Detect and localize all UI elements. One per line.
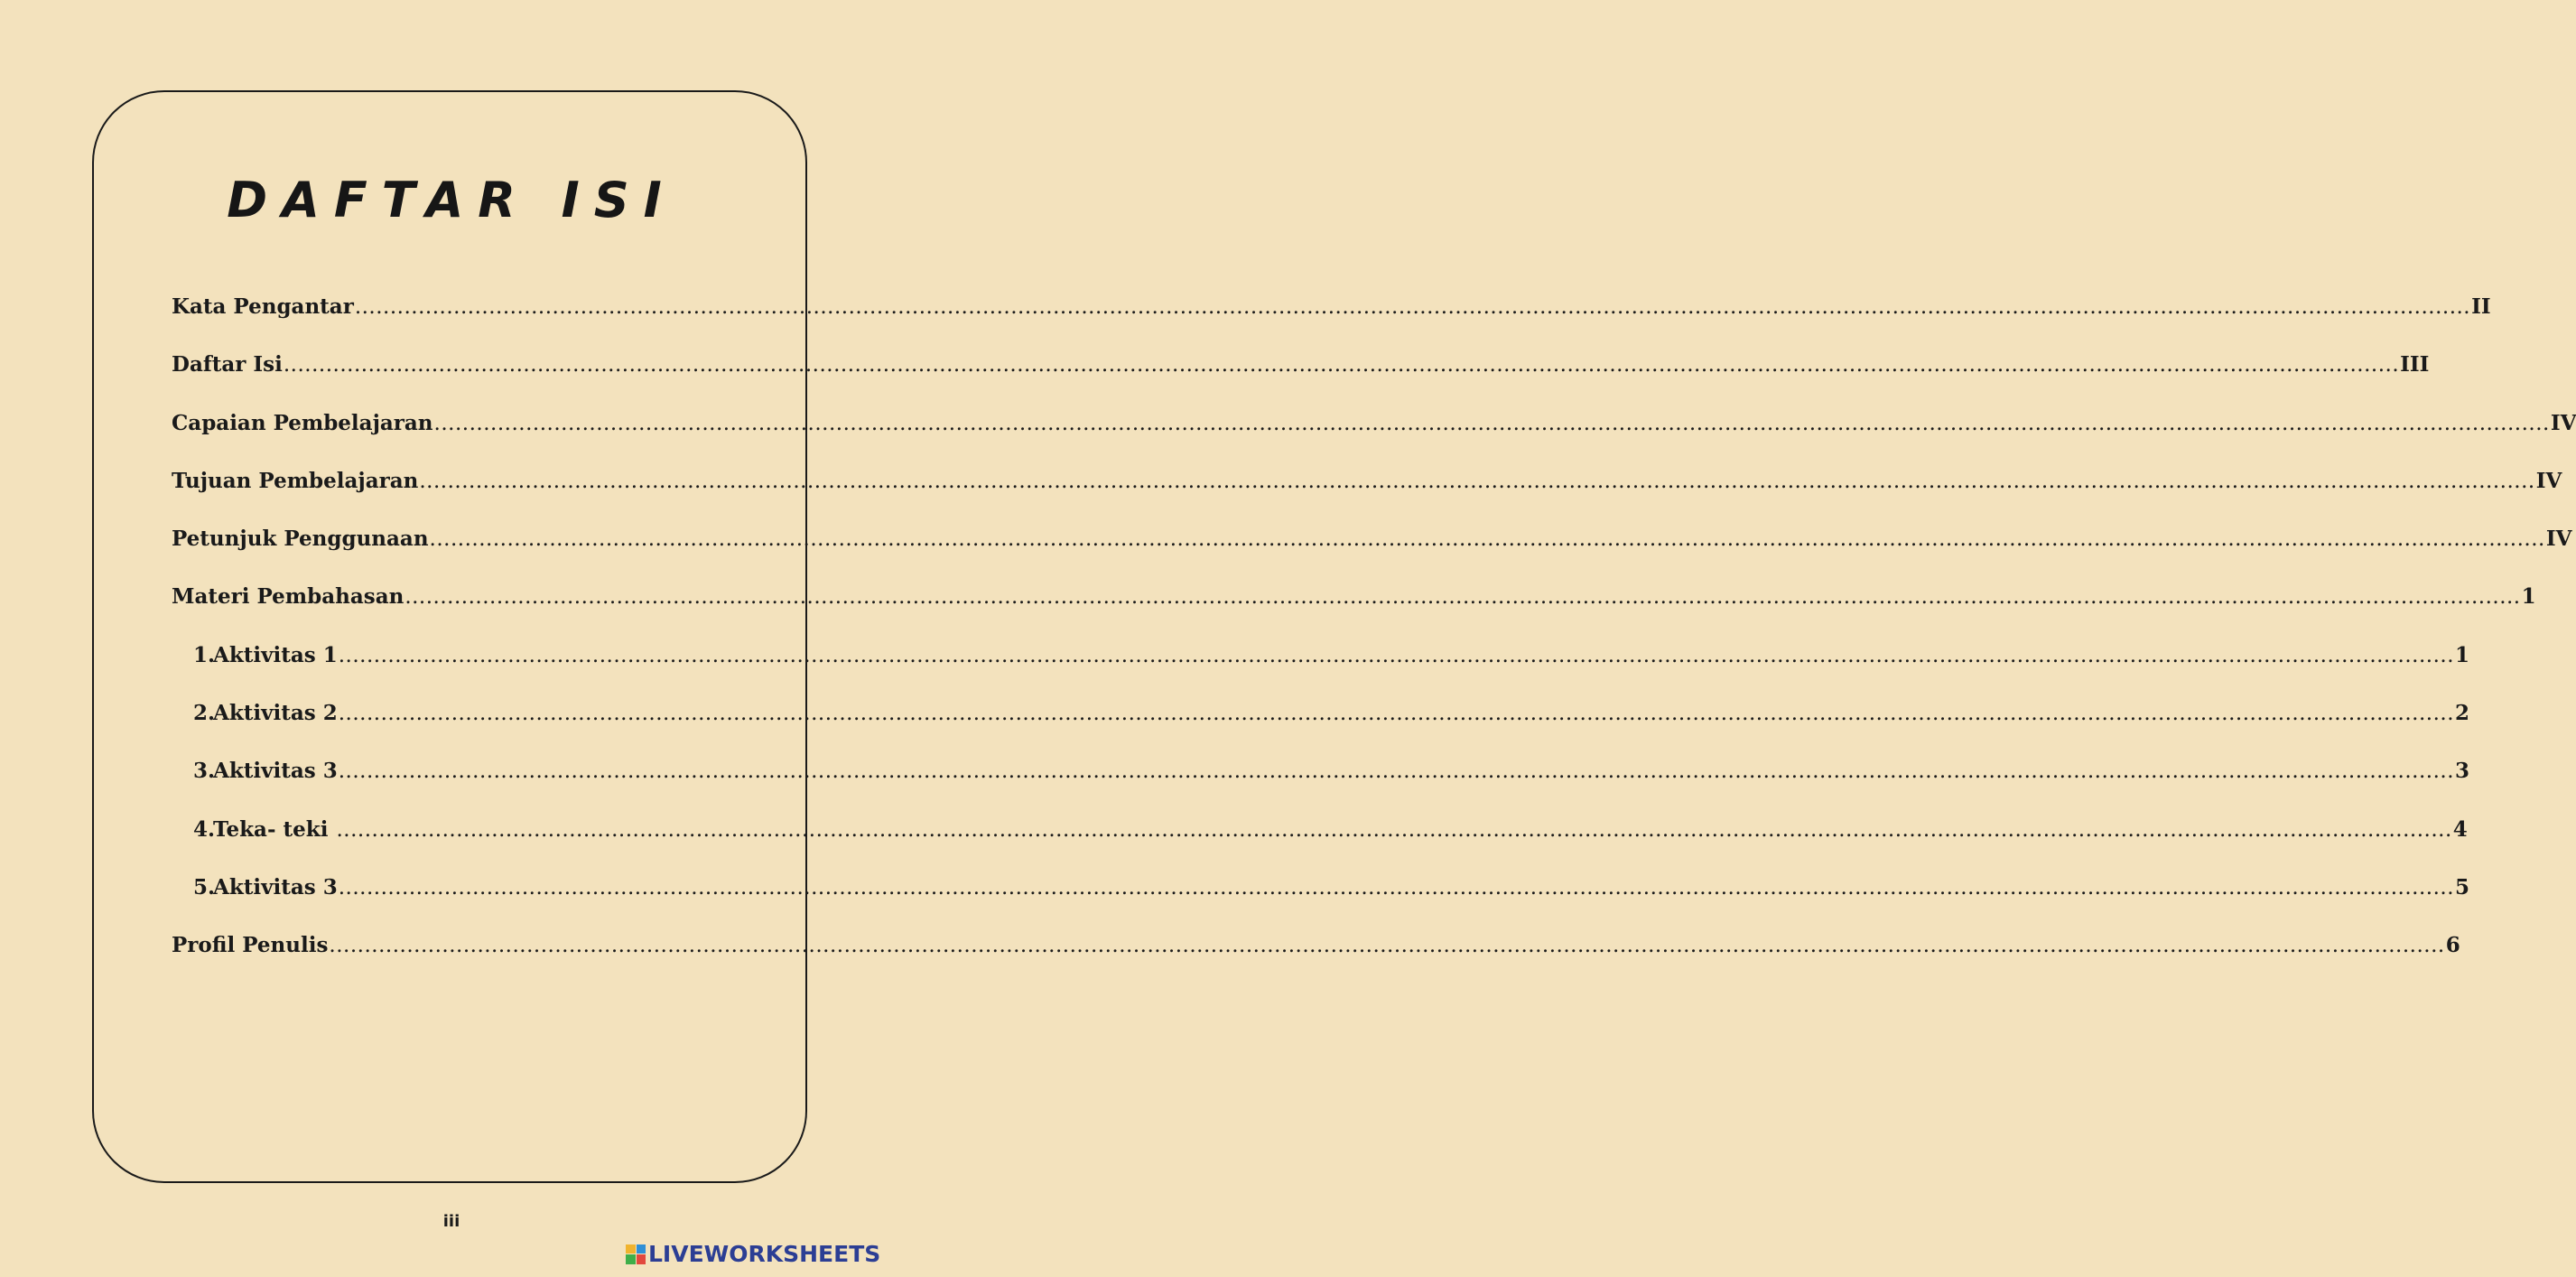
toc-entry-label: Aktivitas 2 [213,701,338,726]
toc-entry-label: Teka- teki [213,816,336,842]
toc-dot-leader: ............................................................................................................................................................................................................................................................................................................ [283,353,2400,378]
toc-entry-label: Materi Pembahasan [172,584,405,610]
toc-dot-leader: ............................................................................................................................................................................................................................................................................................................ [419,469,2535,493]
toc-entry-page: IV [2535,468,2562,493]
toc-dot-leader: ............................................................................................................................................................................................................................................................................................................ [354,295,2471,319]
toc-entry-label: Kata Pengantar [172,294,354,319]
toc-entry-label: Aktivitas 3 [213,759,338,784]
toc-entry-number: 3. [193,759,216,784]
toc-entry[interactable] [172,410,2576,469]
toc-entry-label: Aktivitas 3 [213,874,338,899]
logo-square [637,1254,646,1264]
toc-entry[interactable] [172,642,2470,701]
toc-dot-leader: ............................................................................................................................................................................................................................................................................................................ [433,411,2550,435]
toc-entry-page: IV [2545,527,2572,552]
toc-entry-page: 2 [2455,701,2470,726]
liveworksheets-logo-icon [626,1244,646,1264]
toc-entry-label: Tujuan Pembelajaran [172,468,419,493]
toc-entry-page: 5 [2455,874,2470,899]
toc-entry[interactable] [172,701,2470,759]
toc-entry[interactable] [172,933,2460,991]
toc-entry-page: II [2471,294,2491,319]
toc-entry-page: 1 [2521,584,2536,610]
toc-entry[interactable] [172,759,2470,816]
toc-entry-label: Petunjuk Penggunaan [172,527,429,552]
toc-entry[interactable] [172,294,2491,352]
toc-entry-number: 4. [193,816,216,842]
toc-dot-leader: ............................................................................................................................................................................................................................................................................................................ [336,817,2452,842]
logo-square [626,1244,636,1254]
toc-entry-page: 1 [2455,642,2470,667]
toc-dot-leader: ............................................................................................................................................................................................................................................................................................................ [338,875,2455,899]
toc-entry-page: 3 [2455,759,2470,784]
toc-dot-leader: ............................................................................................................................................................................................................................................................................................................ [338,643,2455,667]
toc-entry-page: 4 [2452,816,2468,842]
toc-entry[interactable] [172,468,2562,527]
toc-entry-label: Profil Penulis [172,933,329,958]
toc-dot-leader: ............................................................................................................................................................................................................................................................................................................ [338,760,2455,784]
table-of-contents [172,294,2576,992]
page-number: iii [442,1212,460,1231]
toc-entry-label: Daftar Isi [172,352,283,378]
toc-entry-page: IV [2550,410,2576,435]
toc-entry[interactable] [172,816,2468,875]
toc-dot-leader: ............................................................................................................................................................................................................................................................................................................ [338,702,2455,726]
brand-logo[interactable] [626,1241,880,1267]
page-title: DAFTAR ISI [227,172,676,228]
toc-entry[interactable] [172,527,2572,584]
logo-square [637,1244,646,1254]
toc-entry-label: Capaian Pembelajaran [172,410,433,435]
logo-square [626,1254,636,1264]
toc-dot-leader: ............................................................................................................................................................................................................................................................................................................ [429,527,2545,552]
toc-entry-number: 1. [193,642,216,667]
toc-entry[interactable] [172,584,2536,642]
toc-entry[interactable] [172,352,2430,410]
toc-entry-number: 5. [193,874,216,899]
toc-dot-leader: ............................................................................................................................................................................................................................................................................................................ [329,934,2445,958]
toc-entry-page: 6 [2445,933,2460,958]
toc-dot-leader: ............................................................................................................................................................................................................................................................................................................ [405,585,2521,610]
toc-entry[interactable] [172,874,2470,933]
brand-name: LIVEWORKSHEETS [648,1241,881,1267]
toc-entry-label: Aktivitas 1 [213,642,338,667]
toc-entry-page: III [2400,352,2430,378]
toc-entry-number: 2. [193,701,216,726]
